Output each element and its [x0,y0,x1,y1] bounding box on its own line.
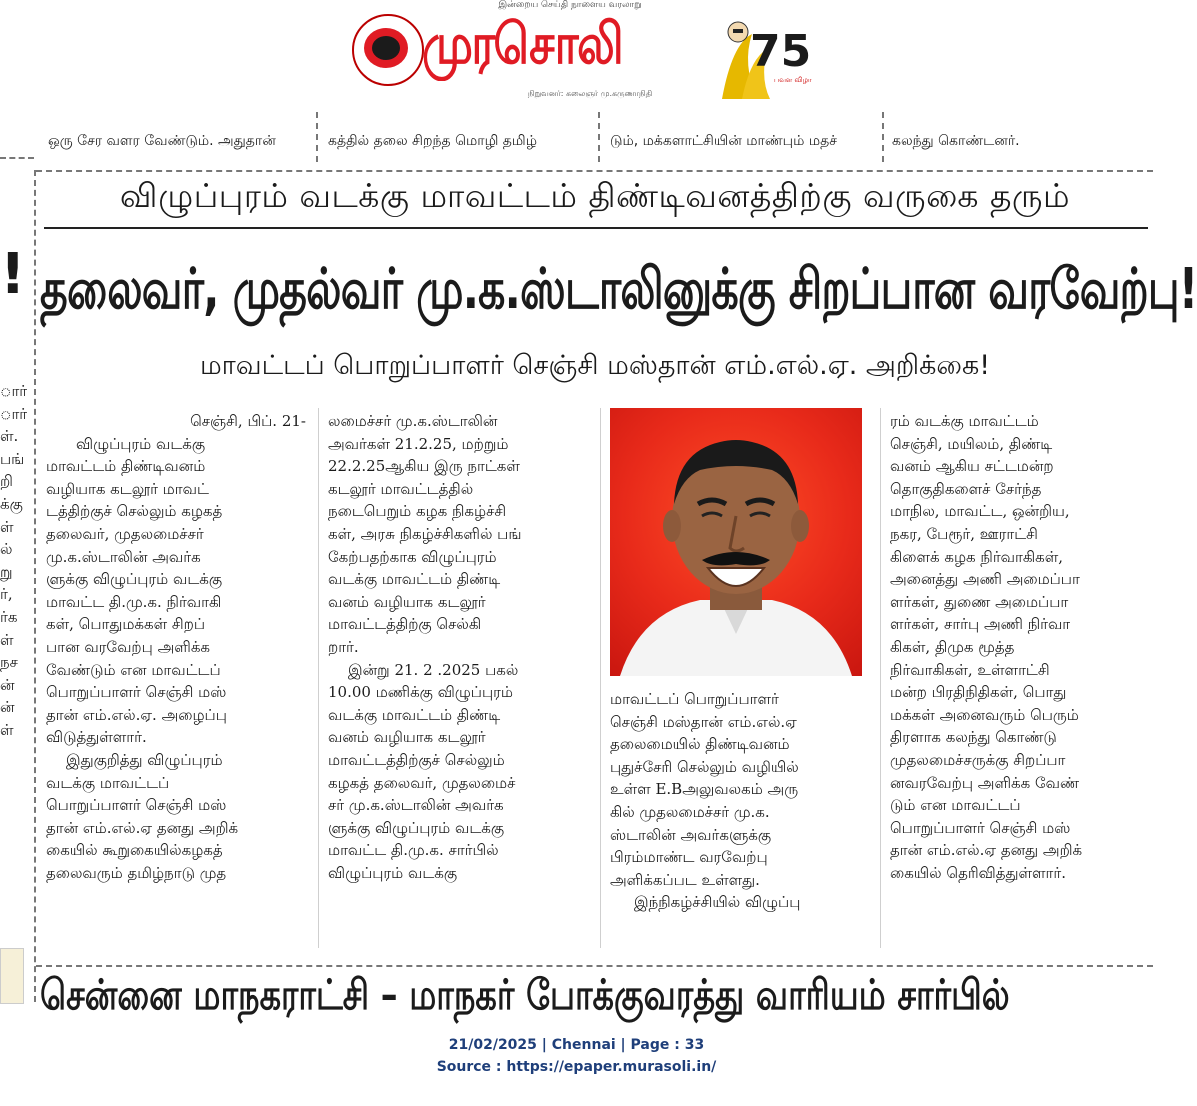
neighbor-headline-end: ! [0,242,26,307]
neighbor-image-stub [0,948,24,1004]
newspaper-logo: முரசொலி [422,12,623,77]
column-divider [600,408,601,948]
column-divider [318,408,319,948]
footer-source-link[interactable]: Source : https://epaper.murasoli.in/ [436,1059,717,1075]
next-article-headline: சென்னை மாநகராட்சி – மாநகர் போக்குவரத்து வாரியம் சார்பில் [40,970,1010,1019]
strip-col4-line: கலந்து கொண்டனர். [892,133,1020,149]
column-divider [880,408,881,948]
article-headline: தலைவர், முதல்வர் மு.க.ஸ்டாலினுக்கு சிறப்பான வரவேற்பு! [40,257,1197,322]
article-dateline: செஞ்சி, பிப். 21- [190,412,306,430]
article-border-left [34,170,36,1002]
neighbor-border [0,157,34,159]
party-emblem-icon [352,14,424,86]
strip-cut-col1 [48,110,308,120]
strip-col1-line: ஒரு சேர வளர வேண்டும். அதுதான் [48,133,276,149]
strip-col3-line: டும், மக்களாட்சியின் மாண்பும் மதச் [610,133,837,149]
article-column-3: மாவட்டப் பொறுப்பாளர் செஞ்சி மஸ்தான் எம்.எல்.ஏ தலைமையில் திண்டிவனம் புதுச்சேரி செல்லும் வழியில் உள்ள E.Bஅலுவலகம் அரு கில் முதலமைச்சர் மு.க. ஸ்டாலின் அவர்களுக்கு பிரம்மாண்ட வரவேற்பு அளிக்கப்பட உள்ளது. இந்நிகழ்ச்சியில் விழுப்பு [610,690,801,912]
strip-divider [598,112,600,162]
article-photo [610,408,862,676]
article-column-1: செஞ்சி, பிப். 21- விழுப்புரம் வடக்கு மாவட்டம் திண்டிவனம் வழியாக கடலூர் மாவட் டத்திற்குச் செல்லும் கழகத் தலைவர், முதலமைச்சர் மு.க.ஸ்டாலின் அவர்க ளுக்கு விழுப்புரம் வடக்கு மாவட்ட தி.மு.க. நிர்வாகி கள், பொதுமக்கள் சிறப் பான வரவேற்பு அளிக்க வேண்டும் என மாவட்டப் பொறுப்பாளர் செஞ்சி மஸ் தான் எம்.எல்.ஏ. அழைப்பு விடுத்துள்ளார். இதுகுறித்து விழுப்புரம் வடக்கு மாவட்டப் பொறுப்பாளர் செஞ்சி மஸ் தான் எம்.எல்.ஏ தனது அறிக் கையில் கூறுகையில்கழகத் தலைவரும் தமிழ்நாடு முத [46,410,310,884]
footer-date-page: 21/02/2025 | Chennai | Page : 33 [448,1037,705,1053]
strip-divider [882,112,884,162]
logo-subline: நிறுவனர்: கலைஞர் மு.கருணாநிதி [527,89,653,98]
anniversary-75-icon [712,4,812,104]
anniversary-caption: பவள விழா [774,76,812,84]
masthead-tagline: இன்றைய செய்தி நாளைய வரலாறு [498,0,642,10]
strip-divider [316,112,318,162]
anniversary-number: 75 [750,26,812,77]
masthead [0,0,1153,112]
neighbor-article-stub: ார் ார் ள். பங் றி க்கு ள் ல் று ர், ர்க ள் நச ன் ன் ள் [0,382,28,739]
strip-col2-line: கத்தில் தலை சிறந்த மொழி தமிழ் [328,133,537,149]
article-subhead: மாவட்டப் பொறுப்பாளர் செஞ்சி மஸ்தான் எம்.எல்.ஏ. அறிக்கை! [199,350,991,381]
portrait-illustration [610,408,862,676]
article-kicker: விழுப்புரம் வடக்கு மாவட்டம் திண்டிவனத்திற்கு வருகை தரும் [119,176,1071,215]
article-border-top [36,170,1153,172]
article-border-bottom [36,965,1153,967]
article-column-2: லமைச்சர் மு.க.ஸ்டாலின் அவர்கள் 21.2.25, மற்றும் 22.2.25ஆகிய இரு நாட்கள் கடலூர் மாவட்டத்தில் நடைபெறும் கழக நிகழ்ச்சி கள், அரசு நிகழ்ச்சிகளில் பங் கேற்பதற்காக விழுப்புரம் வடக்கு மாவட்டம் திண்டி வனம் வழியாக கடலூர் மாவட்டத்திற்கு செல்கி றார். இன்று 21. 2 .2025 பகல் 10.00 மணிக்கு விழுப்புரம் வடக்கு மாவட்டம் திண்டி வனம் வழியாக கடலூர் மாவட்டத்திற்குச் செல்லும் கழகத் தலைவர், முதலமைச் சர் மு.க.ஸ்டாலின் அவர்க ளுக்கு விழுப்புரம் வடக்கு மாவட்ட தி.மு.க. சார்பில் விழுப்புரம் வடக்கு [328,412,522,882]
anniversary-badge [712,4,812,104]
article-column-4: ரம் வடக்கு மாவட்டம் செஞ்சி, மயிலம், திண்டி வனம் ஆகிய சட்டமன்ற தொகுதிகளைச் சேர்ந்த மாநில, மாவட்ட, ஒன்றிய, நகர, பேரூர், ஊராட்சி கிளைக் கழக நிர்வாகிகள், அனைத்து அணி அமைப்பா ளர்கள், துணை அமைப்பா ளர்கள், சார்பு அணி நிர்வா கிகள், திமுக மூத்த நிர்வாகிகள், உள்ளாட்சி மன்ற பிரதிநிதிகள், பொது மக்கள் அனைவரும் பெரும் திரளாக கலந்து கொண்டு முதலமைச்சருக்கு சிறப்பா னவரவேற்பு அளிக்க வேண் டும் என மாவட்டப் பொறுப்பாளர் செஞ்சி மஸ் தான் எம்.எல்.ஏ தனது அறிக் கையில் தெரிவித்துள்ளார். [890,412,1083,882]
page-footer [0,1034,1153,1078]
headline-rule [44,227,1148,229]
